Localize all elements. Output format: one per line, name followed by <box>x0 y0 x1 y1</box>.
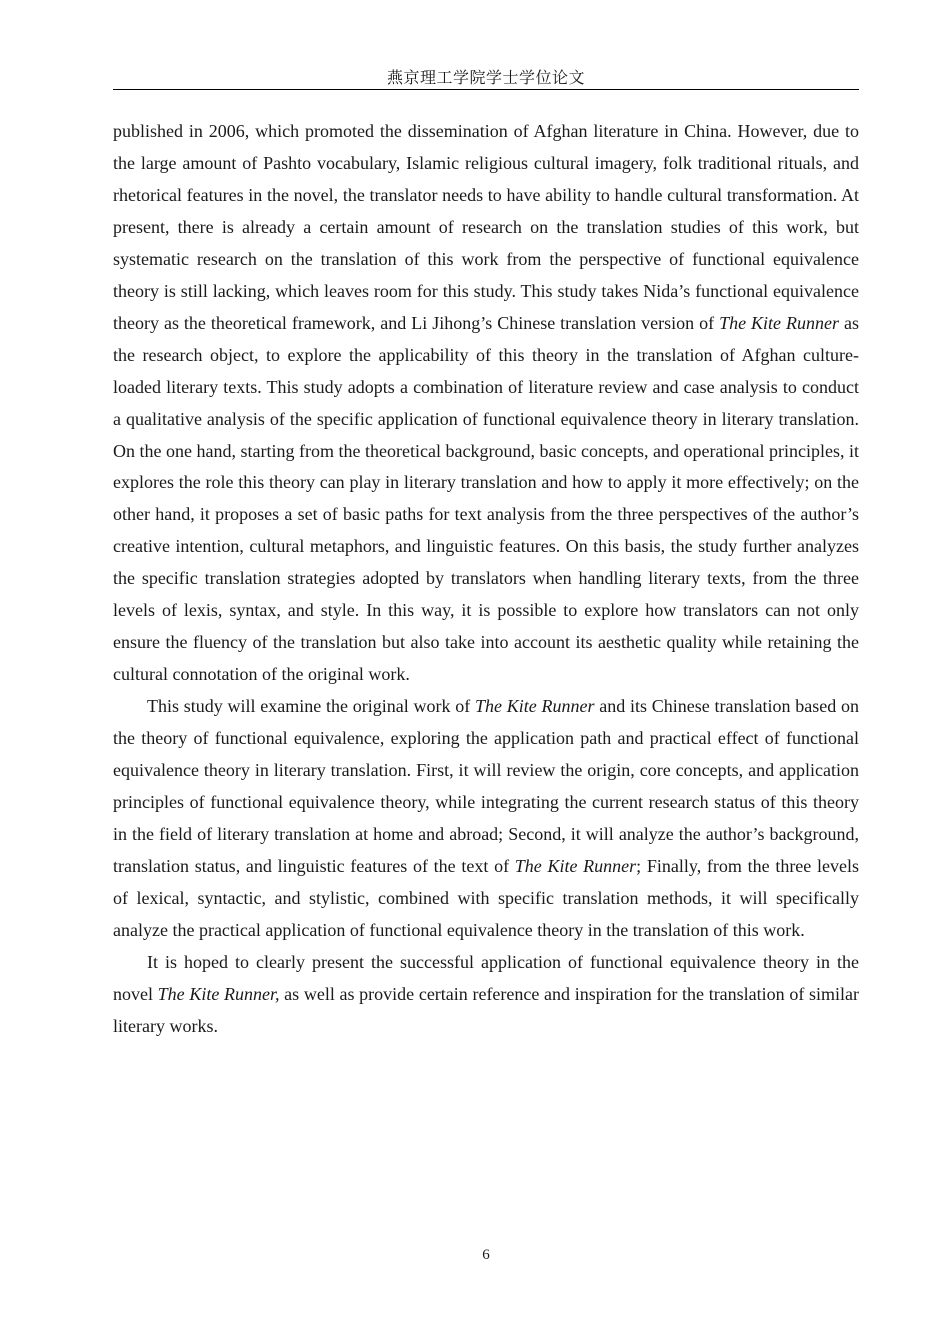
paragraph-1-text-a: published in 2006, which promoted the dissemination of Afghan literature in China. However, due to the large amount of Pashto vocabulary, Islamic religious cultural imagery, folk traditional rituals, and rhetorical features in the novel, the translator needs to have ability to handle cultural transformation. At present, there is already a certain amount of research on the translation studies of this work, but systematic research on the translation of this work from the perspective of functional equivalence theory is still lacking, which leaves room for this study. This study takes Nida’s functional equivalence theory as the theoretical framework, and Li Jihong’s Chinese translation version of <box>113 121 859 333</box>
book-title: The Kite Runner <box>719 312 840 333</box>
paragraph-3-text-b: as well as provide certain reference and inspiration for the translation of similar literary works. <box>113 983 859 1036</box>
paragraph-1-text-b: as the research object, to explore the applicability of this theory in the translation of Afghan culture-loaded literary texts. This study adopts a combination of literature review and case analysis to conduct a qualitative analysis of the specific application of functional equivalence theory in literary translation. On the one hand, starting from the theoretical background, basic concepts, and operational principles, it explores the role this theory can play in literary translation and how to apply it more effectively; on the other hand, it proposes a set of basic paths for text analysis from the three perspectives of the author’s creative intention, cultural metaphors, and linguistic features. On this basis, the study further analyzes the specific translation strategies adopted by translators when handling literary texts, from the three levels of lexis, syntax, and style. In this way, it is possible to explore how translators can not only ensure the fluency of the translation but also take into account its aesthetic quality while retaining the cultural connotation of the original work. <box>113 312 859 685</box>
book-title: The Kite Runner, <box>157 983 280 1004</box>
header-rule <box>113 89 859 90</box>
paragraph-3-text-a: It is hoped to clearly present the successful application of functional equivalence theory in the novel <box>113 951 859 1004</box>
page-number: 6 <box>482 1247 490 1263</box>
paragraph-2-text-a: This study will examine the original work of <box>147 696 475 717</box>
paragraph-2-text-b: and its Chinese translation based on the theory of functional equivalence, exploring the application path and practical effect of functional equivalence theory in literary translation. First, it will review the origin, core concepts, and application principles of functional equivalence theory, while integrating the current research status of this theory in the field of literary translation at home and abroad; Second, it will analyze the author’s background, translation status, and linguistic features of the text of <box>113 696 859 876</box>
paragraph-1 <box>113 116 859 691</box>
paragraph-2 <box>113 691 859 947</box>
paragraph-3 <box>113 947 859 1043</box>
running-header: 燕京理工学院学士学位论文 <box>386 68 585 87</box>
body-text <box>113 116 859 1043</box>
book-title: The Kite Runner <box>514 855 637 876</box>
book-title: The Kite Runner <box>475 696 595 717</box>
paragraph-2-text-c: ; Finally, from the three levels of lexical, syntactic, and stylistic, combined with specific translation methods, it will specifically analyze the practical application of functional equivalence theory in the translation of this work. <box>113 855 859 940</box>
